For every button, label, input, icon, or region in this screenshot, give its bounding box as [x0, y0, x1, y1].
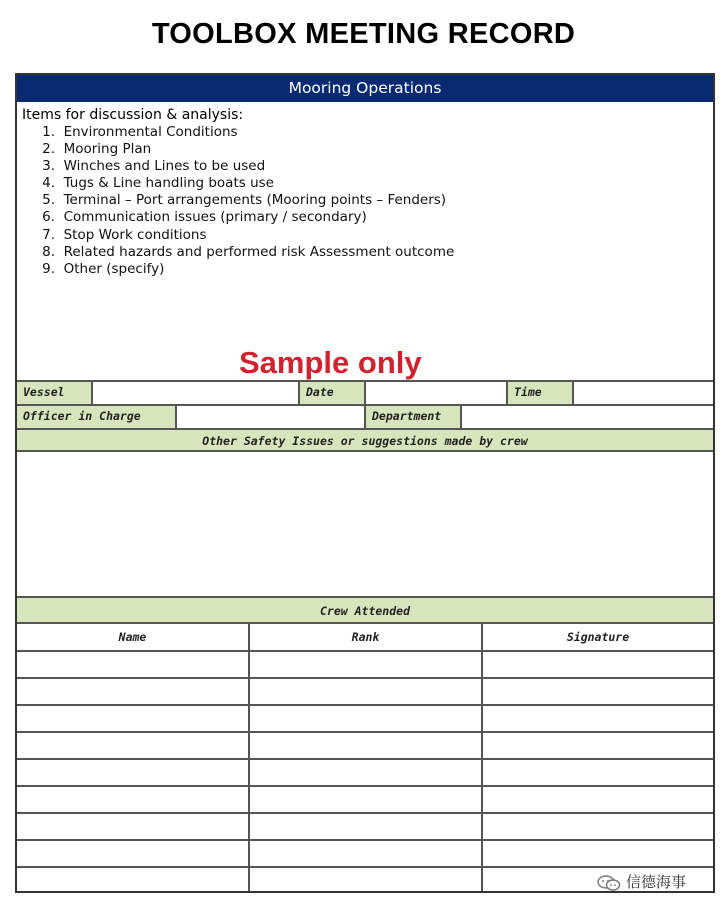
table-row-divider [17, 677, 713, 679]
watermark [596, 871, 686, 892]
list-item: 2. Mooring Plan [42, 141, 152, 158]
table-row-divider [17, 650, 713, 652]
list-item: 3. Winches and Lines to be used [42, 158, 266, 175]
table-row-divider [17, 731, 713, 733]
crew-table [17, 624, 713, 891]
vessel-field[interactable] [93, 382, 300, 404]
crew-attended-bar: Crew Attended [17, 598, 713, 624]
table-row-divider [17, 839, 713, 841]
officer-department-row [17, 406, 713, 430]
list-item: 5. Terminal – Port arrangements (Mooring points – Fenders) [42, 192, 447, 209]
discussion-items-section [17, 102, 713, 382]
safety-issues-bar: Other Safety Issues or suggestions made by crew [17, 430, 713, 452]
toolbox-form [15, 73, 715, 893]
table-row-divider [17, 812, 713, 814]
date-label: Date [300, 382, 366, 404]
list-item: 6. Communication issues (primary / secondary) [42, 209, 367, 226]
time-field[interactable] [574, 382, 713, 404]
operation-banner: Mooring Operations [17, 75, 713, 102]
wechat-icon [596, 874, 622, 892]
column-header-signature: Signature [566, 630, 630, 644]
date-field[interactable] [366, 382, 508, 404]
list-item: 9. Other (specify) [42, 260, 165, 277]
department-label: Department [366, 406, 462, 428]
page-title: TOOLBOX MEETING RECORD [151, 18, 576, 50]
officer-field[interactable] [177, 406, 366, 428]
department-field[interactable] [462, 406, 713, 428]
items-heading: Items for discussion & analysis: [22, 107, 244, 123]
list-item: 4. Tugs & Line handling boats use [42, 175, 274, 192]
list-item: 1. Environmental Conditions [42, 124, 238, 140]
table-row-divider [17, 785, 713, 787]
safety-issues-area[interactable] [17, 452, 713, 598]
column-header-rank: Rank [351, 630, 380, 644]
discussion-items-list [23, 124, 454, 278]
watermark-text: 信德海事 [626, 873, 687, 891]
table-row-divider [17, 866, 713, 868]
vessel-label: Vessel [17, 382, 93, 404]
table-row-divider [17, 704, 713, 706]
list-item: 7. Stop Work conditions [42, 226, 207, 243]
time-label: Time [508, 382, 574, 404]
sample-stamp: Sample only [239, 345, 422, 380]
vessel-date-time-row [17, 382, 713, 406]
table-row-divider [17, 758, 713, 760]
list-item: 8. Related hazards and performed risk Assessment outcome [42, 243, 455, 260]
officer-label: Officer in Charge [17, 406, 177, 428]
column-header-name: Name [118, 630, 147, 644]
